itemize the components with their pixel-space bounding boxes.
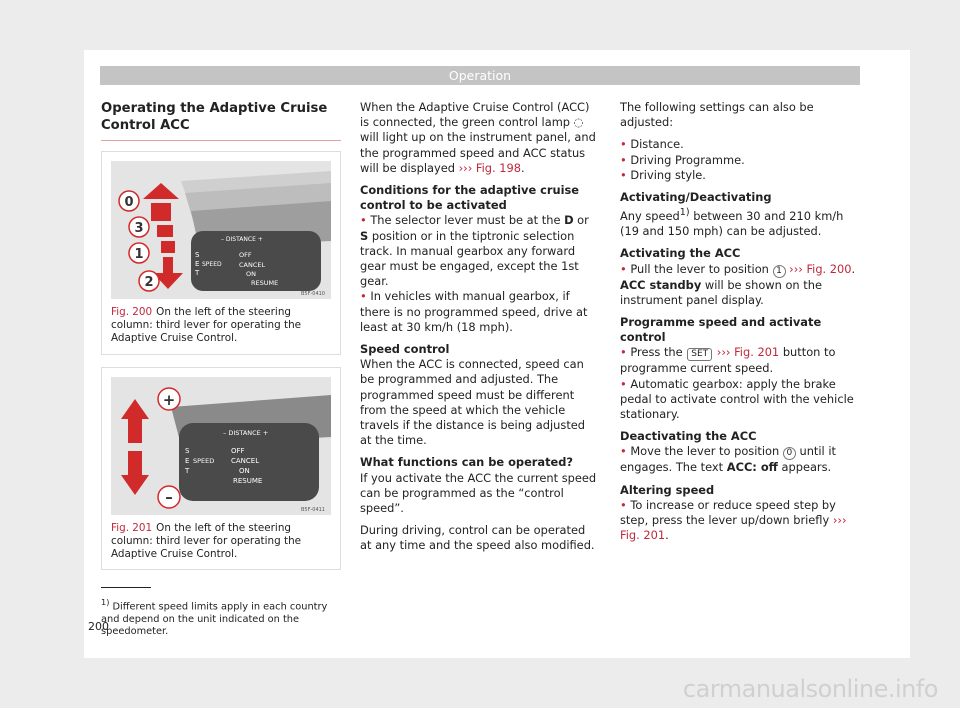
intro-paragraph: When the Adaptive Cruise Control (ACC) is connected, the green control lamp ◌ will light up on the instrument panel, and the programmed speed and ACC status will be displayed ››› Fig. 198. [360,100,596,175]
fig-201-link[interactable]: ››› Fig. 201 [620,513,847,543]
marker-plus: + [162,390,176,409]
functions-heading: What functions can be operated? [360,455,574,470]
acc-off-text: ACC: off [726,460,778,475]
position-1-badge: 1 [773,265,786,278]
activating-text: Any speed [620,209,680,224]
altering-block: Altering speed • To increase or reduce speed step by step, press the lever up/down briefly ››› Fig. 201. [620,482,847,543]
lever-e-label: E [185,456,190,465]
programme-text: Automatic gearbox: apply the brake pedal to activate control with the vehicle stationary. [620,376,854,422]
condition-text: In vehicles with manual gearbox, if there is no programmed speed, drive at least at 30 km/h (18 mph). [360,289,588,334]
lever-drawing [111,161,331,299]
column-1 [101,100,341,582]
figure-200 [101,151,341,355]
column-2 [360,100,600,561]
lever-drawing [111,377,331,515]
figure-caption [111,306,331,346]
intro-text: will light up on the instrument panel, and the programmed speed and ACC status will be displayed [360,130,596,175]
figure-code: B5F-0410 [300,291,325,297]
setting-item: Distance. [630,137,684,152]
deactivating-text: appears. [781,460,832,475]
lever-cancel-label: CANCEL [231,456,260,465]
acc-standby-text: ACC standby [620,277,702,292]
lever-distance-label: – DISTANCE + [223,428,269,437]
figure-label: Fig. 200 [111,306,153,318]
marker-minus: – [165,487,173,506]
deactivating-text: Move the lever to position [630,444,780,459]
bullet-icon: • [360,213,367,228]
figure-code: B5F-0411 [300,506,325,513]
altering-heading: Altering speed [620,482,715,497]
bullet-icon: • [620,261,627,276]
programme-text: button to programme current speed. [620,345,836,376]
intro-text: When the Adaptive Cruise Control (ACC) is connected, the green control lamp [360,100,590,130]
figure-label: Fig. 201 [111,521,153,534]
activating-block [620,190,860,239]
setting-item: Driving Programme. [630,152,745,167]
speed-control-heading: Speed control [360,342,450,357]
lever-illustration-201 [111,377,331,515]
figure-caption [111,522,331,562]
activating-acc-block: Activating the ACC • Pull the lever to position 1 ››› Fig. 200. ACC standby will be shown on the instrument panel display. [620,246,856,307]
gear-d: D [564,213,574,228]
fig-201-link[interactable]: ››› Fig. 201 [716,345,780,360]
programme-heading: Programme speed and activate control [620,315,822,345]
position-0-badge: 0 [783,447,796,460]
bullet-icon: • [620,152,627,167]
marker-0: 0 [124,195,134,210]
footnote-mark: 1) [101,597,110,607]
activating-heading: Activating/Deactivating [620,190,772,205]
bullet-icon: • [620,444,627,459]
watermark: carmanualsonline.info [682,675,938,703]
lever-cancel-label: CANCEL [239,261,266,269]
lever-on-label: ON [246,270,256,278]
condition-text: position or in the tiptronic selection track. In manual gearbox any forward gear must be engaged, except the 1st gear. [360,228,579,289]
functions-block [360,455,600,516]
lever-off-label: OFF [239,251,252,259]
bullet-icon: • [620,345,627,360]
bullet-icon: • [620,376,627,391]
activating-acc-text: Pull the lever to position [630,261,769,276]
page-header: Operation [100,66,860,85]
speed-control-text: When the ACC is connected, speed can be programmed and adjusted. The programmed speed must be different from the speed at which the vehicle travels if the distance is being adjusted at the time. [360,357,586,448]
lever-s-label: S [185,446,190,455]
footnote [101,596,341,638]
conditions-block [360,183,600,335]
fig-198-link[interactable]: ››› Fig. 198 [458,160,521,175]
bullet-icon: • [620,137,627,152]
lever-distance-label: – DISTANCE + [221,236,263,243]
activating-acc-text: will be shown on the instrument panel display. [620,277,822,307]
set-key-badge: SET [687,348,712,361]
condition-text: The selector lever must be at the [370,213,561,228]
functions-text-2: During driving, control can be operated at any time and the speed also modified. [360,523,595,553]
marker-1: 1 [134,247,144,262]
speed-control-block [360,342,600,448]
footnote-ref[interactable]: 1) [679,207,690,219]
settings-list [620,137,860,183]
programme-text: Press the [630,345,683,360]
activating-text: between 30 and 210 km/h (19 and 150 mph) can be adjusted. [620,209,844,239]
conditions-heading: Conditions for the adaptive cruise control to be activated [360,183,580,213]
deactivating-heading: Deactivating the ACC [620,429,757,444]
footnote-text: Different speed limits apply in each country and depend on the unit indicated on the speedometer. [101,601,328,638]
marker-3: 3 [134,221,144,236]
page-number: 200 [88,620,109,633]
deactivating-block [620,429,860,475]
lever-illustration-200 [111,161,331,299]
marker-2: 2 [144,275,154,290]
setting-item: Driving style. [630,167,706,182]
figure-201 [101,367,341,571]
gear-s: S [360,228,369,243]
footnote-rule [101,587,151,588]
section-title: Operating the Adaptive Cruise Control ACC [101,100,341,141]
column-3 [620,100,860,550]
lever-resume-label: RESUME [251,279,279,287]
lever-speed-label: SPEED [193,456,215,465]
lever-s-label: S [195,251,200,259]
condition-text: or [577,213,589,228]
functions-text: If you activate the ACC the current speed can be programmed as the “control speed”. [360,470,597,516]
altering-text: To increase or reduce speed step by step, press the lever up/down briefly [620,497,836,528]
lever-t-label: T [185,466,190,475]
programme-block [620,315,860,422]
caption-text: On the left of the steering column: third lever for operating the Adaptive Cruise Control. [111,521,302,561]
lever-e-label: E [195,260,200,268]
bullet-icon: • [360,289,367,304]
activating-acc-heading: Activating the ACC [620,246,741,261]
lever-off-label: OFF [231,446,245,455]
caption-text: On the left of the steering column: third lever for operating the Adaptive Cruise Control. [111,306,302,345]
bullet-icon: • [620,497,627,512]
lever-speed-label: SPEED [202,261,222,268]
control-lamp-icon: ◌ [573,115,584,130]
lever-resume-label: RESUME [233,476,263,485]
fig-200-link[interactable]: ››› Fig. 200 [789,261,852,276]
settings-intro: The following settings can also be adjusted: [620,100,814,130]
lever-t-label: T [195,269,200,277]
lever-on-label: ON [239,466,250,475]
deactivating-text: until it engages. The text [620,444,836,475]
bullet-icon: • [620,167,627,182]
